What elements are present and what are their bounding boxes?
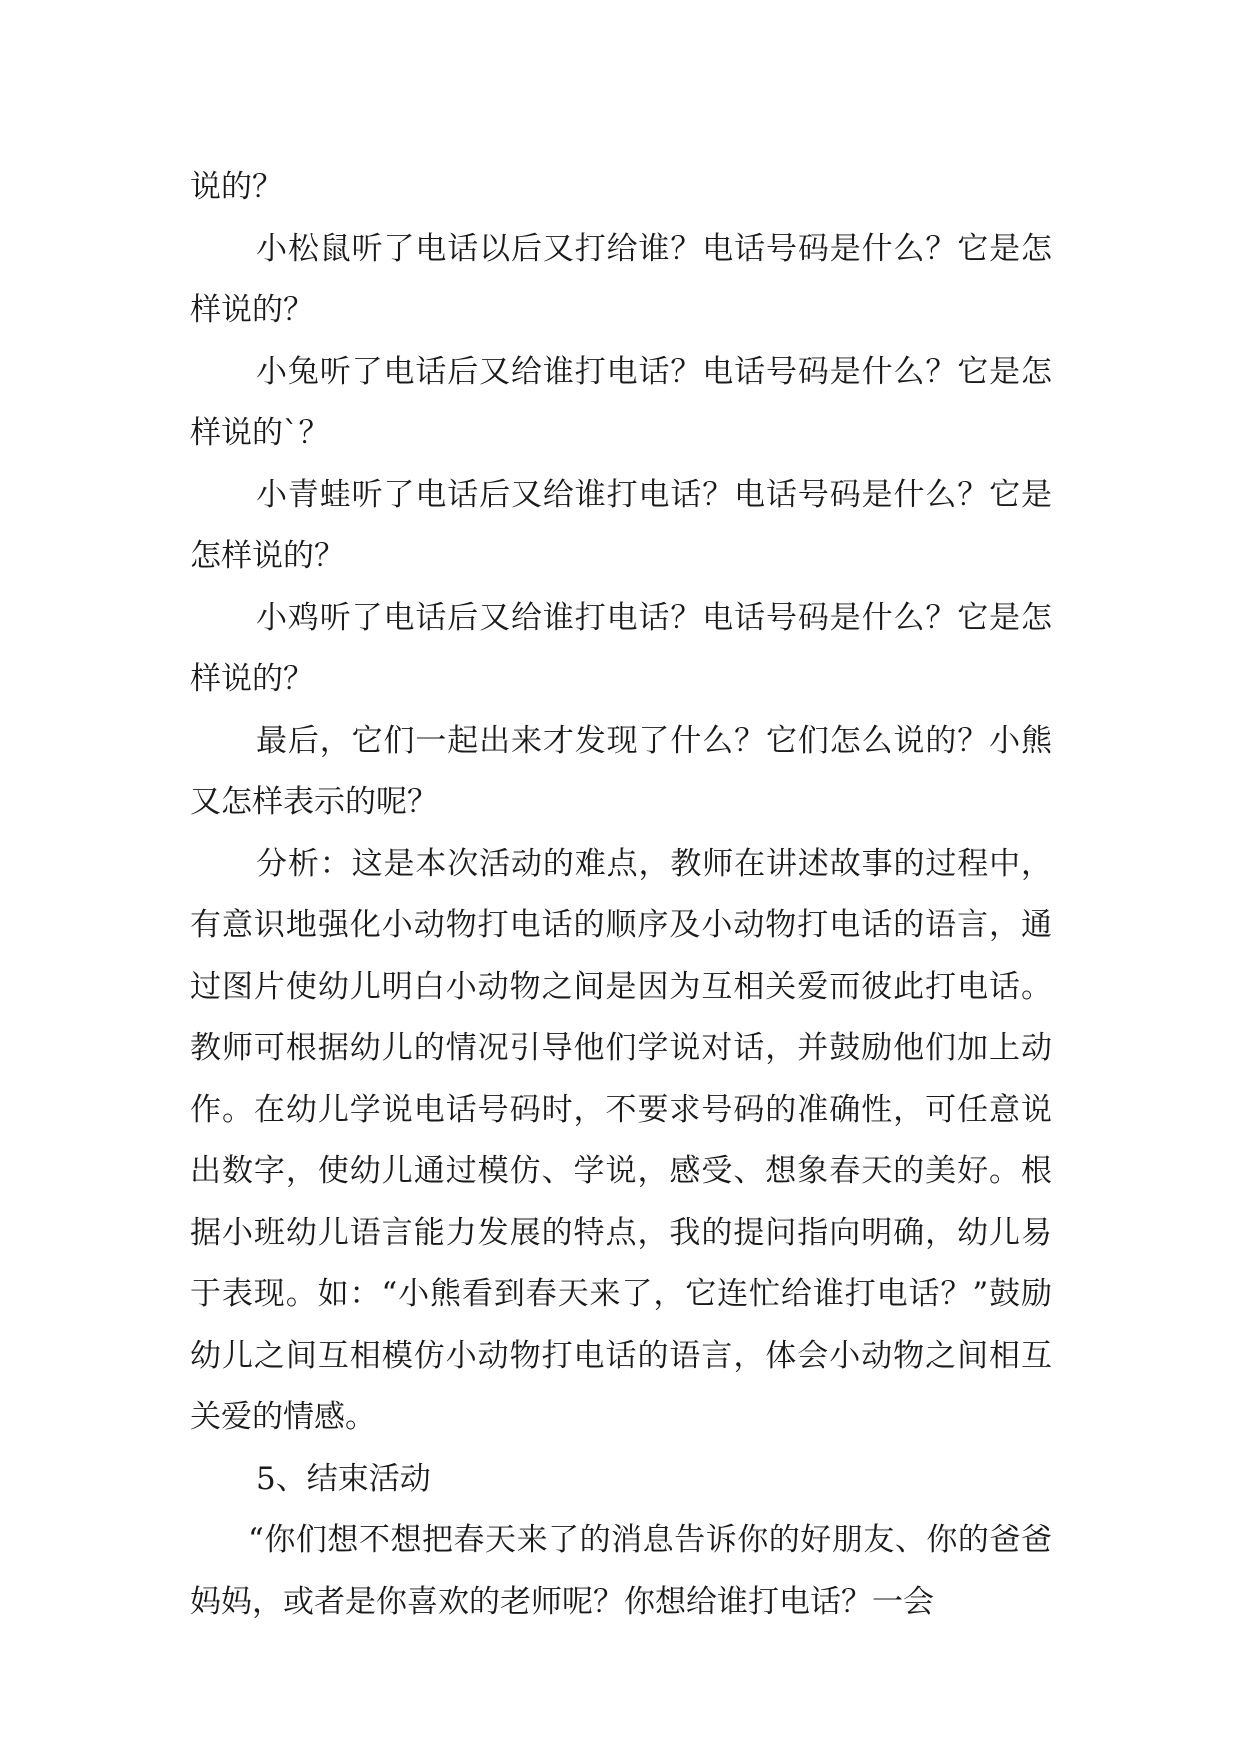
analysis-paragraph: 分析：这是本次活动的难点，教师在讲述故事的过程中，有意识地强化小动物打电话的顺序及小动物打电话的语言，通过图片使幼儿明白小动物之间是因为互相关爱而彼此打电话。教师可根据幼儿的情况引导他们学说对话，并鼓励他们加上动作。在幼儿学说电话号码时，不要求号码的准确性，可任意说出数字，使幼儿通过模仿、学说，感受、想象春天的美好。根据小班幼儿语言能力发展的特点，我的提问指向明确，幼儿易于表现。如：“小熊看到春天来了，它连忙给谁打电话？”鼓励幼儿之间互相模仿小动物打电话的语言，体会小动物之间相互关爱的情感。 <box>190 845 1052 1435</box>
paragraph: 小青蛙听了电话后又给谁打电话？电话号码是什么？它是怎样说的？ <box>190 476 1052 574</box>
paragraph: “你们想不想把春天来了的消息告诉你的好朋友、你的爸爸妈妈，或者是你喜欢的老师呢？你想给谁打电话？一会 <box>190 1522 1052 1620</box>
document-body <box>190 157 1052 1633</box>
paragraph: 小松鼠听了电话以后又打给谁？电话号码是什么？它是怎样说的？ <box>190 230 1052 328</box>
section-heading: 5、结束活动 <box>256 1460 431 1497</box>
paragraph: 最后，它们一起出来才发现了什么？它们怎么说的？小熊又怎样表示的呢？ <box>190 722 1052 820</box>
paragraph: 小兔听了电话后又给谁打电话？电话号码是什么？它是怎样说的`？ <box>190 353 1052 451</box>
paragraph: 小鸡听了电话后又给谁打电话？电话号码是什么？它是怎样说的？ <box>190 599 1052 697</box>
paragraph: 说的？ <box>190 169 283 205</box>
